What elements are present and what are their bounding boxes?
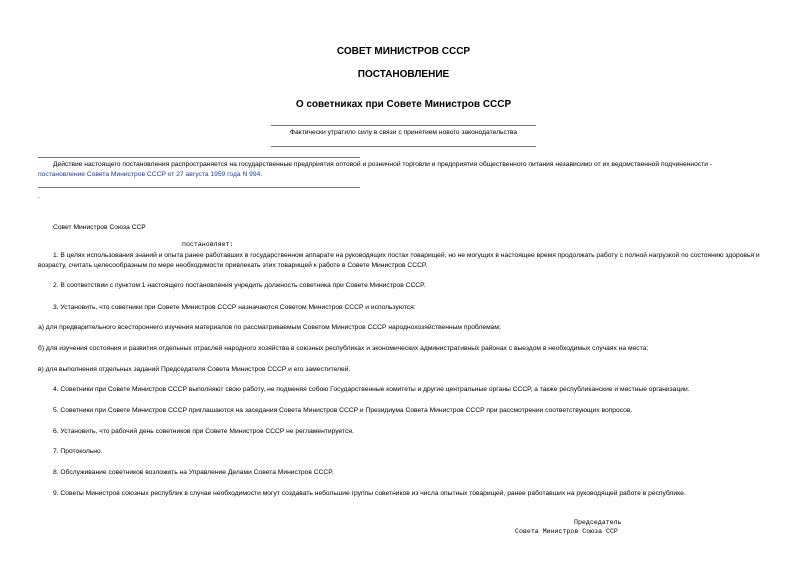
- list-item: а) для предварительного всестороннего изучения материалов по рассматриваемым Советом Министров СССР народнохозяйственным проблемам;: [38, 324, 501, 331]
- doc-type-heading: ПОСТАНОВЛЕНИЕ: [357, 69, 450, 80]
- issuer-heading: СОВЕТ МИНИСТРОВ СССР: [336, 46, 471, 57]
- divider: [38, 187, 360, 188]
- list-item: 7. Протокольно.: [53, 448, 103, 455]
- list-item: 4. Советники при Совете Министров СССР выполняют свою работу, не подменяя собою Государственные комитеты и другие центральные органы СССР, а также республиканские и местные организации.: [53, 386, 690, 393]
- divider: [271, 125, 536, 126]
- scope-note-text: Действие настоящего постановления распространяется на государственные предприятия оптовой и розничной торговли и предприятия общественного питания независимо от их ведомственной подчиненности -: [53, 161, 713, 168]
- status-note: Фактически утратило силу в связи с принятием нового законодательства: [289, 129, 518, 136]
- list-item: в) для выполнения отдельных заданий Председателя Совета Министров СССР и его заместителей.: [38, 366, 351, 373]
- document-title: О советниках при Совете Министров СССР: [295, 99, 512, 110]
- list-item: 9. Советы Министров союзных республик в случае необходимости могут создавать небольшие группы советников из числа опытных товарищей, ранее работавших на руководящей работе в республике.: [53, 490, 686, 497]
- scope-note: [38, 160, 770, 180]
- source-link[interactable]: постановление Совета Министров СССР от 27 августа 1959 года N 994: [38, 171, 261, 178]
- list-item: 5. Советники при Совете Министров СССР приглашаются на заседания Совета Министров СССР и Президиума Совета Министров СССР при рассмотрении соответствующих вопросов.: [53, 407, 633, 414]
- separator-dot: .: [38, 193, 40, 200]
- list-item: 2. В соответствии с пунктом 1 настоящего постановления учредить должность советника при Совете Министров СССР.: [53, 282, 426, 289]
- list-item: 6. Установить, что рабочий день советников при Совете Министров СССР не регламентируется.: [53, 428, 354, 435]
- signature-org: Совета Министров Союза ССР: [515, 528, 618, 535]
- list-item: б) для изучения состояния и развития отдельных отраслей народного хозяйства в союзных республиках и экономических административных районах с выездом в необходимых случаях на места;: [38, 345, 649, 352]
- signature-role: Председатель: [574, 519, 622, 526]
- list-item: 3. Установить, что советники при Совете Министров СССР назначаются Советом Министров СССР и используются:: [53, 304, 416, 311]
- divider: [38, 157, 360, 158]
- divider: [271, 146, 536, 147]
- list-item: 8. Обслуживание советников возложить на Управление Делами Совета Министров СССР.: [53, 469, 334, 476]
- list-item: 1. В целях использования знаний и опыта ранее работавших в государственном аппарате на руководящих постах товарищей, но не могущих в настоящее время продолжать работу с полной нагрузкой по состоянию здоровья и возрасту, считать целесообразным по мере необходимости привлекать этих товарищей к работе в Совете Министров СССР.: [38, 252, 760, 269]
- preamble-intro: Совет Министров Союза ССР: [53, 224, 146, 231]
- source-link-suffix: .: [260, 171, 263, 178]
- preamble-resolves: постановляет:: [182, 241, 234, 248]
